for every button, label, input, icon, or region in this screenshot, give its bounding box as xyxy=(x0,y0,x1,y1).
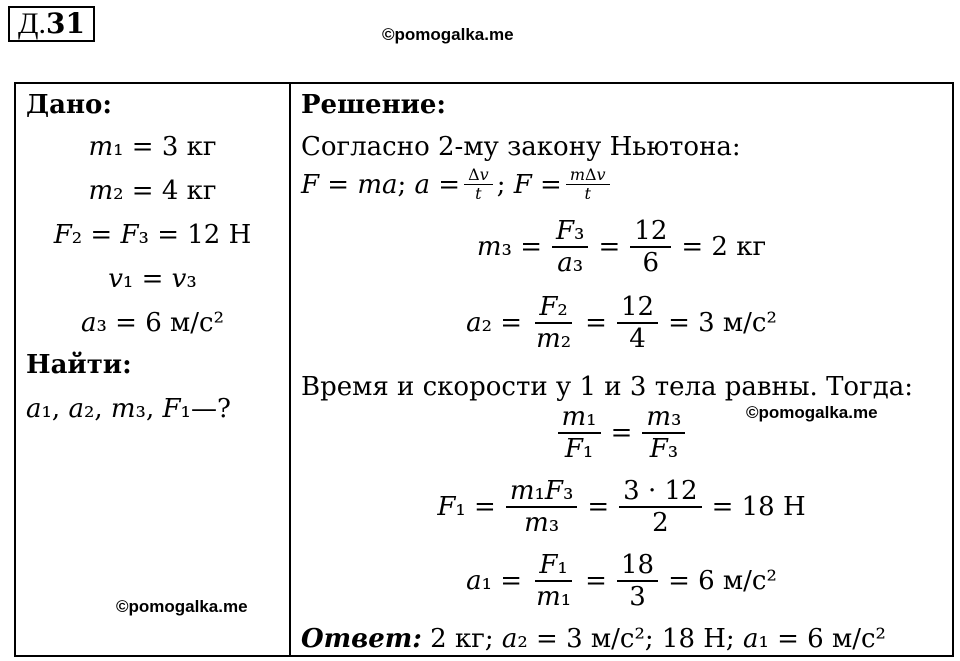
ratio-frac1-den: 𝐹₁ xyxy=(564,434,594,464)
answer-label: Ответ: xyxy=(301,624,422,654)
answer-text: 2 кг; 𝑎₂ = 3 м/с²; 18 Н; 𝑎₁ = 6 м/с² xyxy=(421,624,886,654)
force-fraction xyxy=(566,166,610,203)
newton-law-formula xyxy=(301,166,614,203)
ratio-frac2-den: 𝐹₃ xyxy=(649,434,679,464)
a2-rhs: = 3 м/с² xyxy=(668,308,777,338)
ratio-frac1-num: 𝑚₁ xyxy=(558,402,601,434)
m3-frac2 xyxy=(630,216,671,278)
law-frac2-den: 𝑡 xyxy=(584,184,591,203)
given-column xyxy=(16,84,289,655)
given-line-velocities: 𝑣₁ = 𝑣₃ xyxy=(108,264,197,294)
given-header: Дано: xyxy=(26,90,112,120)
a2-frac1-den: 𝑚₂ xyxy=(536,324,572,354)
task-prefix: Д. xyxy=(18,7,46,40)
a2-formula xyxy=(291,292,952,354)
F1-frac1 xyxy=(506,476,578,538)
a2-frac2-num: 12 xyxy=(617,292,658,324)
law-part1: 𝐹 = 𝑚𝑎; 𝑎 = xyxy=(301,169,461,200)
F1-frac2 xyxy=(619,476,701,538)
equals-sign: = xyxy=(610,418,633,448)
F1-frac2-den: 2 xyxy=(652,508,669,538)
m3-formula xyxy=(291,216,952,278)
ratio-frac1 xyxy=(558,402,601,464)
a1-formula xyxy=(291,550,952,612)
a1-frac2-num: 18 xyxy=(617,550,658,582)
F1-frac1-den: 𝑚₃ xyxy=(524,508,560,538)
task-number-label xyxy=(8,6,95,42)
given-line-m1: 𝑚₁ = 3 кг xyxy=(88,132,217,162)
m3-frac2-num: 12 xyxy=(630,216,671,248)
task-number: 31 xyxy=(45,7,85,40)
a1-frac1 xyxy=(532,550,575,612)
a2-frac1 xyxy=(532,292,575,354)
F1-frac1-num: 𝑚₁𝐹₃ xyxy=(506,476,578,508)
a2-frac2 xyxy=(617,292,658,354)
a1-frac2-den: 3 xyxy=(629,582,646,612)
law-frac2-num: 𝑚Δ𝑣 xyxy=(566,166,610,185)
a1-lhs: 𝑎₁ = xyxy=(466,566,523,596)
equals-sign: = xyxy=(587,492,610,522)
a1-frac2 xyxy=(617,550,658,612)
a1-frac1-den: 𝑚₁ xyxy=(536,582,572,612)
watermark-top: ©pomogalka.me xyxy=(382,25,514,44)
a1-frac1-num: 𝐹₁ xyxy=(535,550,571,582)
solution-column xyxy=(291,84,952,655)
find-header: Найти: xyxy=(26,350,132,380)
a2-frac2-den: 4 xyxy=(629,324,646,354)
a2-frac1-num: 𝐹₂ xyxy=(535,292,571,324)
m3-frac1-num: 𝐹₃ xyxy=(552,216,588,248)
law-frac1-num: Δ𝑣 xyxy=(464,166,493,185)
given-line-m2: 𝑚₂ = 4 кг xyxy=(88,176,217,206)
m3-lhs: 𝑚₃ = xyxy=(476,232,543,262)
equals-sign: = xyxy=(585,566,607,596)
answer-line xyxy=(301,624,886,654)
m3-frac1 xyxy=(552,216,588,278)
equal-time-note: Время и скорости у 1 и 3 тела равны. Тогда: xyxy=(301,372,913,402)
equals-sign: = xyxy=(598,232,621,262)
equals-sign: = xyxy=(585,308,607,338)
law-part2: ; 𝐹 = xyxy=(496,169,562,200)
F1-lhs: 𝐹₁ = xyxy=(437,492,496,522)
ratio-frac2-num: 𝑚₃ xyxy=(642,402,685,434)
m3-frac1-den: 𝑎₃ xyxy=(557,248,584,278)
m3-frac2-den: 6 xyxy=(642,248,660,278)
law-frac1-den: 𝑡 xyxy=(475,184,482,203)
a1-rhs: = 6 м/с² xyxy=(668,566,777,596)
F1-formula xyxy=(291,476,952,538)
solution-sheet xyxy=(14,82,954,657)
F1-frac2-num: 3 · 12 xyxy=(619,476,701,508)
F1-rhs: = 18 Н xyxy=(711,492,806,522)
given-line-a3: 𝑎₃ = 6 м/с² xyxy=(80,308,224,338)
watermark-left: ©pomogalka.me xyxy=(116,597,248,616)
solution-header: Решение: xyxy=(301,90,447,120)
acceleration-fraction xyxy=(464,166,493,203)
given-line-forces: 𝐹₂ = 𝐹₃ = 12 Н xyxy=(53,220,252,250)
m3-rhs: = 2 кг xyxy=(681,232,767,262)
newton-law-intro: Согласно 2-му закону Ньютона: xyxy=(301,132,741,162)
find-line: 𝑎₁, 𝑎₂, 𝑚₃, 𝐹₁—? xyxy=(26,394,231,424)
watermark-middle: ©pomogalka.me xyxy=(746,403,878,422)
a2-lhs: 𝑎₂ = xyxy=(466,308,523,338)
ratio-frac2 xyxy=(642,402,685,464)
